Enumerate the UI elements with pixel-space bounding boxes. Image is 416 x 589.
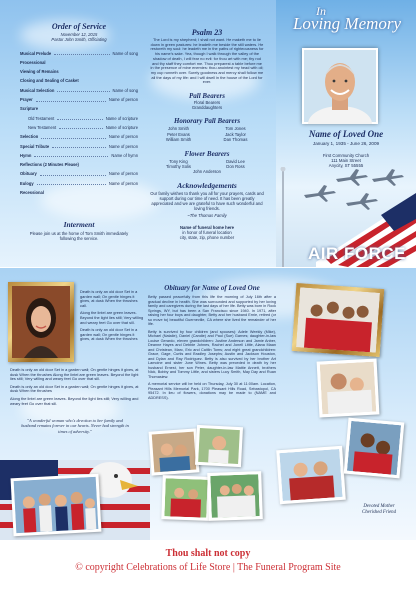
pall-bearers-line-2: Granddaughters: [191, 105, 223, 111]
order-row-value: Name of person: [108, 180, 138, 186]
poem-paragraph: Death is only an old door Set in a garden wall; On gentle hinges it gives, at dusk When the thrushes call.: [80, 289, 138, 308]
order-row-label: Scripture: [20, 106, 38, 112]
order-row: [20, 160, 138, 169]
order-row-label: New Testament: [28, 124, 57, 130]
collage-photo-3: [161, 475, 211, 521]
loved-one-name: Name of Loved One: [308, 129, 384, 139]
order-row-label: Recessional: [20, 190, 44, 195]
leader-dots: [36, 98, 106, 102]
order-row: [20, 48, 138, 57]
cover-title-in: In: [316, 4, 326, 18]
collage-photo-2: [195, 425, 243, 467]
funeral-home-location: in honor of funeral location: [182, 229, 232, 235]
order-row: [20, 104, 138, 113]
cover-title: Loving Memory: [292, 14, 402, 33]
order-row-label: Musical Selection: [20, 87, 55, 93]
life-dates: January 1, 1935 - June 26, 2009: [312, 141, 380, 146]
children-photo: [344, 418, 405, 479]
leader-dots: [54, 51, 109, 55]
order-row: [20, 67, 138, 76]
order-row: [20, 188, 138, 197]
flag-pole-icon: [282, 169, 284, 267]
order-row: [20, 151, 138, 160]
loved-one-portrait: [302, 48, 378, 124]
honorary-name: Peter Evans: [167, 131, 190, 137]
poem-block-bottom: [10, 368, 142, 406]
collage-photo-1: [149, 428, 200, 475]
woman-portrait-frame: [8, 282, 74, 362]
family-group-frame: [292, 283, 385, 357]
acknowledgements-text: Our family wishes to thank you all for your prayers, cards and support during our time of need. It has been greatly appreciated and we are grateful to have such wonderful and loving friends.: [150, 190, 264, 212]
order-row: [20, 58, 138, 67]
obituary-title: Obituary for Name of Loved One: [164, 284, 260, 292]
jet-icon: [336, 169, 368, 186]
caption-line-1: Devoted Mother: [363, 504, 395, 509]
honorary-names: [150, 126, 264, 142]
jet-icon: [304, 185, 336, 202]
flower-name: Tony King: [169, 158, 188, 164]
funeral-home-contact: city, state, zip, phone number: [179, 235, 235, 241]
order-row-value: Name of scripture: [105, 115, 138, 121]
air-force-banner: AIR FORCE: [308, 244, 406, 263]
interment-text: Please join us at the home of Tom Smith immediately following the service.: [29, 231, 129, 242]
order-of-service-column: [20, 22, 138, 197]
flower-bearers-title: Flower Bearers: [184, 149, 230, 158]
order-row-label: Reflections (2 Minutes Please): [20, 162, 79, 168]
honorary-name: Jack Taylor: [225, 131, 246, 137]
poem-paragraph: Death is only an old door Set in a garden wall; On gentle hinges it gives, at dusk When the thrushes: [10, 383, 139, 394]
leader-dots: [57, 88, 109, 92]
honorary-name: Dan Thomas: [223, 137, 248, 143]
obituary-paragraph-3: A memorial service will be held on Thursday, July 30 at 11:00am. Location, Pleasant Hills Memorial Park, 1700 Pleasant Hills Road, Sebastopol, CA 95472. In lieu of flowers, donations may be made to (NAME and ADDRESS).: [148, 382, 276, 400]
church-name: First Community Church: [322, 153, 370, 158]
flower-name: Don Ross: [226, 164, 245, 170]
order-row: [20, 179, 138, 188]
photo-caption: [346, 504, 412, 516]
copyright-line-1: Thou shalt not copy: [165, 548, 251, 559]
jet-icon: [346, 193, 378, 210]
obituary-section: [148, 284, 276, 400]
order-row-label: Obituary: [20, 171, 37, 177]
order-row-value: Name of person: [108, 143, 138, 149]
order-row-value: Name of song: [112, 50, 138, 56]
order-row-label: Prayer: [20, 97, 33, 103]
leader-dots: [37, 181, 106, 185]
order-date: November 12, 2015: [60, 32, 98, 37]
poem-paragraph: Death is only an old door Set in a garden wall; On gentle hinges it gives, at dusk When the thrushes: [80, 327, 138, 342]
order-row: [20, 141, 138, 150]
order-row-value: Name of person: [108, 97, 138, 103]
flower-name: David Lee: [226, 158, 245, 164]
flower-name-last: John Anderson: [193, 169, 221, 175]
order-row: [20, 76, 138, 85]
honorary-name: Tom Jones: [225, 126, 246, 132]
flower-name: Timothy Solis: [166, 164, 191, 170]
order-row-label: Processional: [20, 59, 46, 65]
memorial-quote: "A wonderful woman who's devotion to her family and husband remains forever in our hearts. Never had strength in times of adversity.": [21, 418, 129, 434]
honorary-name: William Smith: [165, 137, 192, 143]
program-outside-sheet: [0, 0, 416, 267]
order-list: [20, 48, 138, 197]
honorary-name: John Smith: [168, 126, 189, 132]
order-row: [20, 132, 138, 141]
psalm-text: The Lord is my shepherd; I shall not want. He maketh me to lie down in green pastures: he leadeth me beside the still waters. He restoreth my soul: he leadeth me in the paths of righteousness for his name's sake. Yea, though I walk through the valley of the shadow of death, I will fear no evil: for thou art with me; thy rod and thy staff they comfort me. Thou preparest a table before me in the presence of mine enemies: thou anointest my head with oil; my cup runneth over. Surely goodness and mercy shall follow me all the days of my life: and I will dwell in the house of the Lord for ever.: [150, 37, 264, 85]
leader-dots: [52, 144, 106, 148]
middle-column: [150, 28, 264, 240]
order-row: [20, 123, 138, 132]
leader-dots: [41, 135, 106, 139]
pall-bearers-line-1: Floral Bearers: [193, 100, 221, 106]
order-row: [20, 113, 138, 122]
poem-paragraph: Death is only an old door Set in a garden wall; On gentle hinges it gives, at dusk When the thrushes Along the lintel are green leaves. Beyond the light lies still; Very willing and weary feet Go over that sill.: [10, 367, 139, 382]
order-row-label: Eulogy: [20, 180, 34, 186]
two-women-photo: [276, 446, 346, 504]
jet-icon: [372, 169, 404, 186]
order-row-label: Musical Prelude: [20, 50, 52, 56]
order-of-service-title: Order of Service: [51, 22, 107, 31]
obituary-paragraph-2: Betty is survived by four children (and spouses): Adele Weekly (Mike), Michael (Natalie), Daniel (Candie) and Paul (Sue) Garnes; daughter-in-law Louise Gerardo, eleven grandchildren: Justine Anderson and Jamie Anber, Deanne Hayes and Debbie Johnes, Rachel and Jonell Little, Alana Maan and Christean, Marc, Eric and Caitlin Toms; and eight great grandchildren: Grace, Gage, Curtis and Bradley Josephs; Austin and Jackson Houston, and Dylan and Ray Rodriguez. Betty is also survived by her brother Art Lamoine and sister June Wines. Betty was preceded in death by her husband Ernest, her son Peter, daughter-in-law Mattie Annett, brothers Nick, Bobby and Tommy Little, and sisters Lucy Smith, May Day and Ruan Thomasiew.: [148, 329, 276, 379]
collage-photo-4: [207, 471, 263, 521]
obituary-paragraph-1: Betty passed peacefully from this life the morning of July 16th after a gradual decline in health. She was surrounded and supported by her loving family and caregivers during the last days of her life. Betty was born in Rock Springs, WY, but has been a San Francisco since 1940. In 1971, after raising her four boys and daughter, Betty and her husband Ernie, retired (or so move to) beautiful Guerneville, CA where she lived the remainder of her life.: [148, 295, 276, 326]
order-row-label: Selection: [20, 134, 39, 140]
acknowledgements-title: Acknowledgements: [177, 180, 237, 190]
order-row-label: Closing and Sealing of Casket: [20, 78, 79, 84]
leader-dots: [59, 125, 103, 129]
program-inside-sheet: [0, 268, 416, 540]
order-row-label: Viewing of Remains: [20, 69, 59, 75]
father-child-photo: [317, 358, 380, 417]
church-street: 111 Main Street: [331, 158, 361, 163]
honorary-pall-bearers-title: Honorary Pall Bearers: [173, 117, 241, 126]
order-row-label: Old Testament: [28, 115, 55, 121]
interment-section: [22, 220, 136, 241]
cover-panel: [276, 0, 416, 267]
woman-portrait: [12, 286, 70, 358]
order-row-value: Name of person: [108, 171, 138, 177]
leader-dots: [34, 153, 108, 157]
interment-title: Interment: [63, 220, 95, 229]
order-row-label: Special Tribute: [20, 143, 50, 149]
order-row: [20, 95, 138, 104]
order-row-label: Hymn: [20, 152, 32, 158]
church-city: Anycity, ST 55555: [328, 163, 364, 168]
acknowledgements-signature: ~The Thomas Family: [187, 213, 227, 219]
poem-paragraph: Along the lintel are green leaves. Beyond the light lies still; Very willing and weary feet Go over that sill.: [80, 310, 144, 325]
pall-bearers-title: Pall Bearers: [189, 92, 225, 101]
copyright-line-2: © copyright Celebrations of Life Store | The Funeral Program Site: [75, 562, 341, 573]
caption-line-2: Cherished Friend: [362, 510, 396, 515]
leader-dots: [57, 116, 102, 120]
officiant: Pastor John Smith, Officiating: [51, 37, 107, 43]
family-photo: [11, 474, 102, 537]
order-row-value: Name of hymn: [111, 152, 138, 158]
order-row: [20, 169, 138, 178]
psalm-title: Psalm 23: [191, 28, 223, 37]
poem-block-top: [80, 290, 144, 342]
poem-paragraph: Along the lintel are green leaves. Beyond the light lies still; Very willing and weary feet Go over that sill.: [10, 395, 139, 406]
order-row-value: Name of scripture: [105, 124, 138, 130]
leader-dots: [40, 172, 106, 176]
flower-names: [150, 159, 264, 170]
order-row: [20, 86, 138, 95]
order-row-value: Name of song: [112, 87, 138, 93]
order-row-value: Name of person: [108, 134, 138, 140]
funeral-home-name: Name of funeral home here: [180, 224, 234, 230]
